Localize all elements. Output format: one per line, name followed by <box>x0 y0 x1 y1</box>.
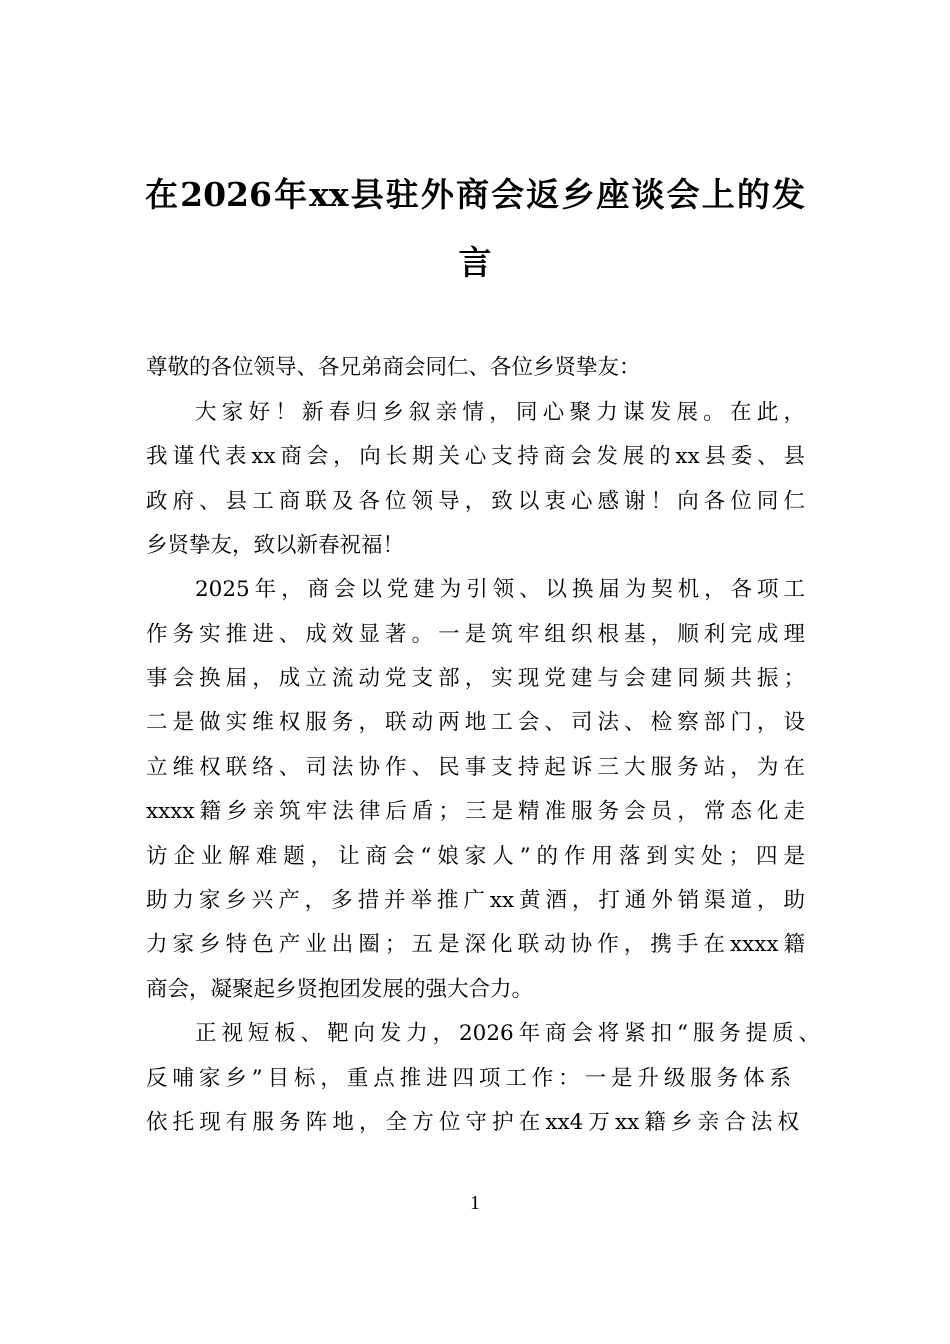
paragraph-2-line-6: xxxx籍乡亲筑牢法律后盾；三是精准服务会员，常态化走 <box>146 799 805 824</box>
paragraph-2-line-9: 力家乡特色产业出圈；五是深化联动协作，携手在xxxx籍 <box>146 932 805 957</box>
paragraph-2-line-3: 事会换届，成立流动党支部，实现党建与会建同频共振； <box>146 666 805 691</box>
paragraph-3-line-3: 依托现有服务阵地，全方位守护在xx4万xx籍乡亲合法权 <box>146 1110 799 1135</box>
paragraph-3-line-2: 反哺家乡”目标，重点推进四项工作：一是升级服务体系 <box>146 1066 791 1091</box>
paragraph-2-line-1: 2025年，商会以党建为引领、以换届为契机，各项工 <box>195 577 805 602</box>
paragraph-2-line-7: 访企业解难题，让商会“娘家人”的作用落到实处；四是 <box>146 844 805 869</box>
document-title-line-1: 在2026年xx县驻外商会返乡座谈会上的发 <box>145 175 805 214</box>
paragraph-1-line-2: 我谨代表xx商会，向长期关心支持商会发展的xx县委、县 <box>146 444 805 469</box>
paragraph-3-line-1: 正视短板、靶向发力，2026年商会将紧扣“服务提质、 <box>195 1021 820 1046</box>
paragraph-2-line-8: 助力家乡兴产，多措并举推广xx黄酒，打通外销渠道，助 <box>146 888 805 913</box>
document-title-line-2: 言 <box>458 243 492 282</box>
page-number: 1 <box>470 1192 480 1214</box>
paragraph-1-line-3: 政府、县工商联及各位领导，致以衷心感谢！向各位同仁 <box>146 489 805 514</box>
paragraph-2-line-2: 作务实推进、成效显著。一是筑牢组织根基，顺利完成理 <box>146 622 805 647</box>
paragraph-1-line-4: 乡贤挚友，致以新春祝福！ <box>146 533 405 558</box>
salutation: 尊敬的各位领导、各兄弟商会同仁、各位乡贤挚友： <box>146 355 641 380</box>
paragraph-2-line-4: 二是做实维权服务，联动两地工会、司法、检察部门，设 <box>146 710 805 735</box>
paragraph-2-line-10: 商会，凝聚起乡贤抱团发展的强大合力。 <box>146 977 534 1002</box>
paragraph-2-line-5: 立维权联络、司法协作、民事支持起诉三大服务站，为在 <box>146 755 805 780</box>
paragraph-1-line-1: 大家好！新春归乡叙亲情，同心聚力谋发展。在此， <box>195 400 805 425</box>
